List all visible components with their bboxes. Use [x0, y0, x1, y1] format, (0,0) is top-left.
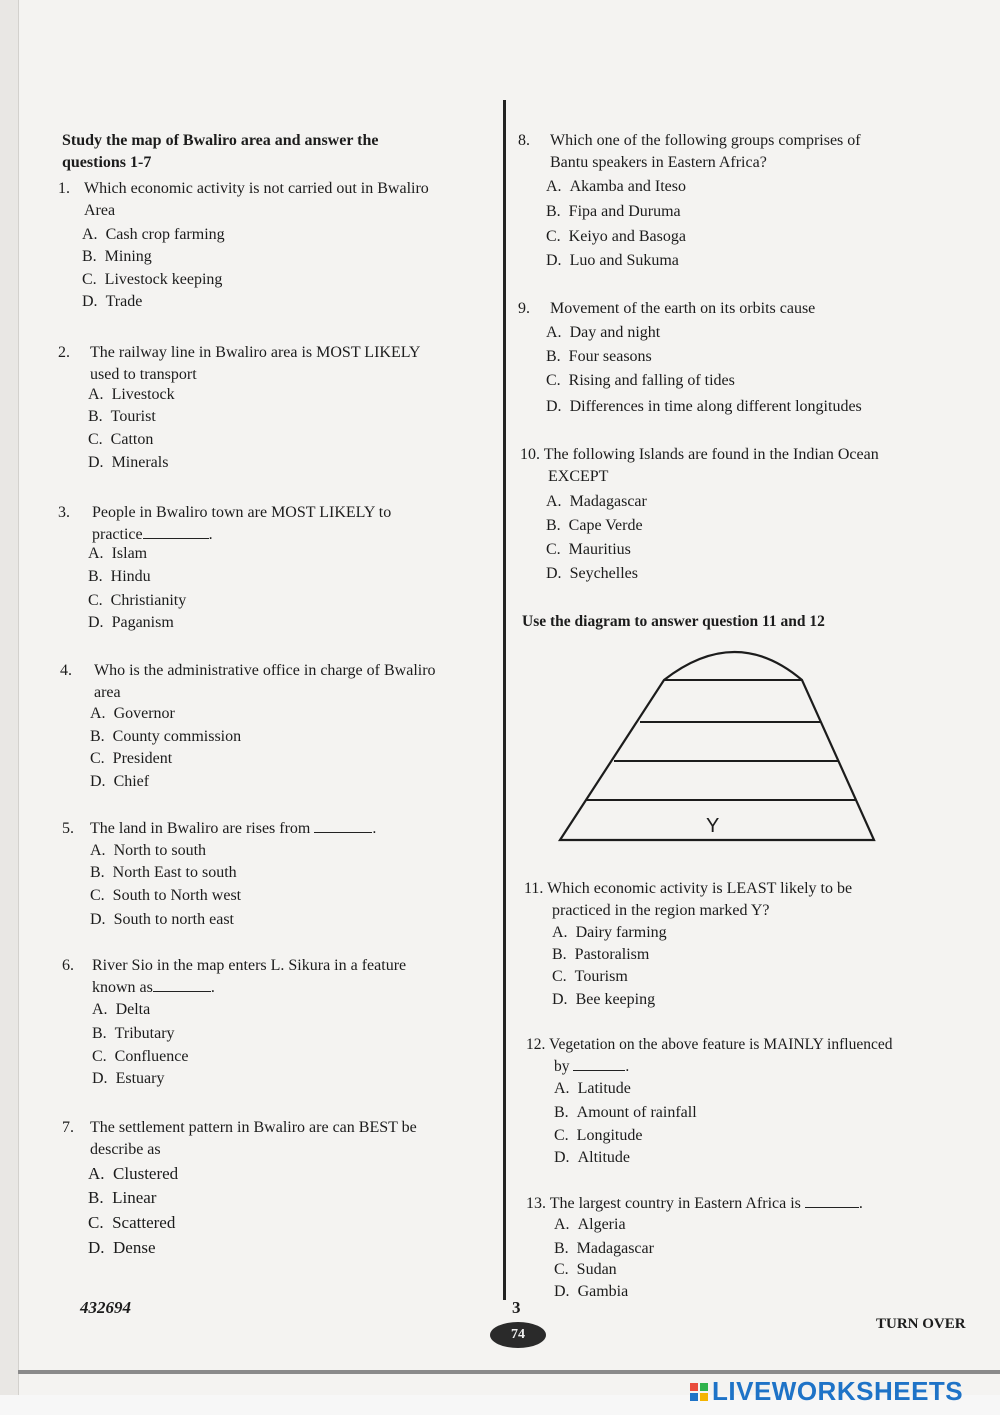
answer-blank[interactable] [143, 524, 209, 539]
option-3d[interactable]: D. Paganism [88, 614, 174, 631]
option-7c[interactable]: C. Scattered [88, 1213, 176, 1232]
option-9b[interactable]: B. Four seasons [546, 348, 652, 365]
option-10a[interactable]: A. Madagascar [546, 493, 647, 510]
option-8b[interactable]: B. Fipa and Duruma [546, 203, 681, 220]
option-11b[interactable]: B. Pastoralism [552, 946, 650, 963]
option-2b[interactable]: B. Tourist [88, 408, 156, 425]
option-9d[interactable]: D. Differences in time along different longitudes [546, 398, 862, 415]
option-12b[interactable]: B. Amount of rainfall [554, 1104, 697, 1121]
option-6c[interactable]: C. Confluence [92, 1048, 189, 1065]
option-10c[interactable]: C. Mauritius [546, 541, 631, 558]
brand-logo [690, 1376, 963, 1407]
option-7d[interactable]: D. Dense [88, 1238, 156, 1257]
option-1b[interactable]: B. Mining [82, 248, 152, 265]
option-4b[interactable]: B. County commission [90, 728, 242, 745]
diagram-heading: Use the diagram to answer question 11 and 12 [522, 613, 825, 630]
answer-blank[interactable] [153, 977, 211, 992]
option-6d[interactable]: D. Estuary [92, 1070, 165, 1087]
option-12d[interactable]: D. Altitude [554, 1149, 630, 1166]
option-6a[interactable]: A. Delta [92, 1001, 151, 1018]
option-5d[interactable]: D. South to north east [90, 911, 234, 928]
paper-code: 432694 [80, 1298, 131, 1317]
option-13d[interactable]: D. Gambia [554, 1283, 629, 1300]
option-8a[interactable]: A. Akamba and Iteso [546, 178, 686, 195]
option-3a[interactable]: A. Islam [88, 545, 148, 562]
page-number: 3 [512, 1298, 521, 1317]
option-5c[interactable]: C. South to North west [90, 887, 242, 904]
option-4c[interactable]: C. President [90, 750, 173, 767]
option-1a[interactable]: A. Cash crop farming [82, 226, 225, 243]
mountain-zones-diagram [556, 646, 878, 846]
option-4a[interactable]: A. Governor [90, 705, 175, 722]
option-2d[interactable]: D. Minerals [88, 454, 169, 471]
option-7b[interactable]: B. Linear [88, 1188, 157, 1207]
brand-text: LIVEWORKSHEETS [712, 1376, 964, 1406]
option-12a[interactable]: A. Latitude [554, 1080, 631, 1097]
section-heading: Study the map of Bwaliro area and answer the questions 1-7 [62, 132, 379, 171]
option-12c[interactable]: C. Longitude [554, 1127, 643, 1144]
option-9a[interactable]: A. Day and night [546, 324, 661, 341]
option-11d[interactable]: D. Bee keeping [552, 991, 656, 1008]
option-5b[interactable]: B. North East to south [90, 864, 237, 881]
option-4d[interactable]: D. Chief [90, 773, 150, 790]
option-6b[interactable]: B. Tributary [92, 1025, 175, 1042]
brand-icon [690, 1383, 708, 1401]
page-edge-shadow [18, 1370, 1000, 1374]
page-oval-number: 74 [490, 1322, 546, 1348]
answer-blank[interactable] [573, 1056, 625, 1071]
option-11c[interactable]: C. Tourism [552, 968, 628, 985]
zone-y-label: Y [706, 815, 720, 837]
option-1d[interactable]: D. Trade [82, 293, 143, 310]
option-11a[interactable]: A. Dairy farming [552, 924, 667, 941]
answer-blank[interactable] [805, 1193, 859, 1208]
option-10d[interactable]: D. Seychelles [546, 565, 638, 582]
option-5a[interactable]: A. North to south [90, 842, 207, 859]
option-7a[interactable]: A. Clustered [88, 1164, 179, 1183]
option-9c[interactable]: C. Rising and falling of tides [546, 372, 735, 389]
option-10b[interactable]: B. Cape Verde [546, 517, 643, 534]
option-2c[interactable]: C. Catton [88, 431, 154, 448]
option-1c[interactable]: C. Livestock keeping [82, 271, 223, 288]
option-13c[interactable]: C. Sudan [554, 1261, 617, 1278]
option-2a[interactable]: A. Livestock [88, 386, 175, 403]
option-3c[interactable]: C. Christianity [88, 592, 187, 609]
option-8c[interactable]: C. Keiyo and Basoga [546, 228, 686, 245]
option-3b[interactable]: B. Hindu [88, 568, 151, 585]
turn-over-label: TURN OVER [876, 1316, 966, 1332]
answer-blank[interactable] [314, 818, 372, 833]
option-13a[interactable]: A. Algeria [554, 1216, 626, 1233]
option-8d[interactable]: D. Luo and Sukuma [546, 252, 679, 269]
option-13b[interactable]: B. Madagascar [554, 1240, 654, 1257]
